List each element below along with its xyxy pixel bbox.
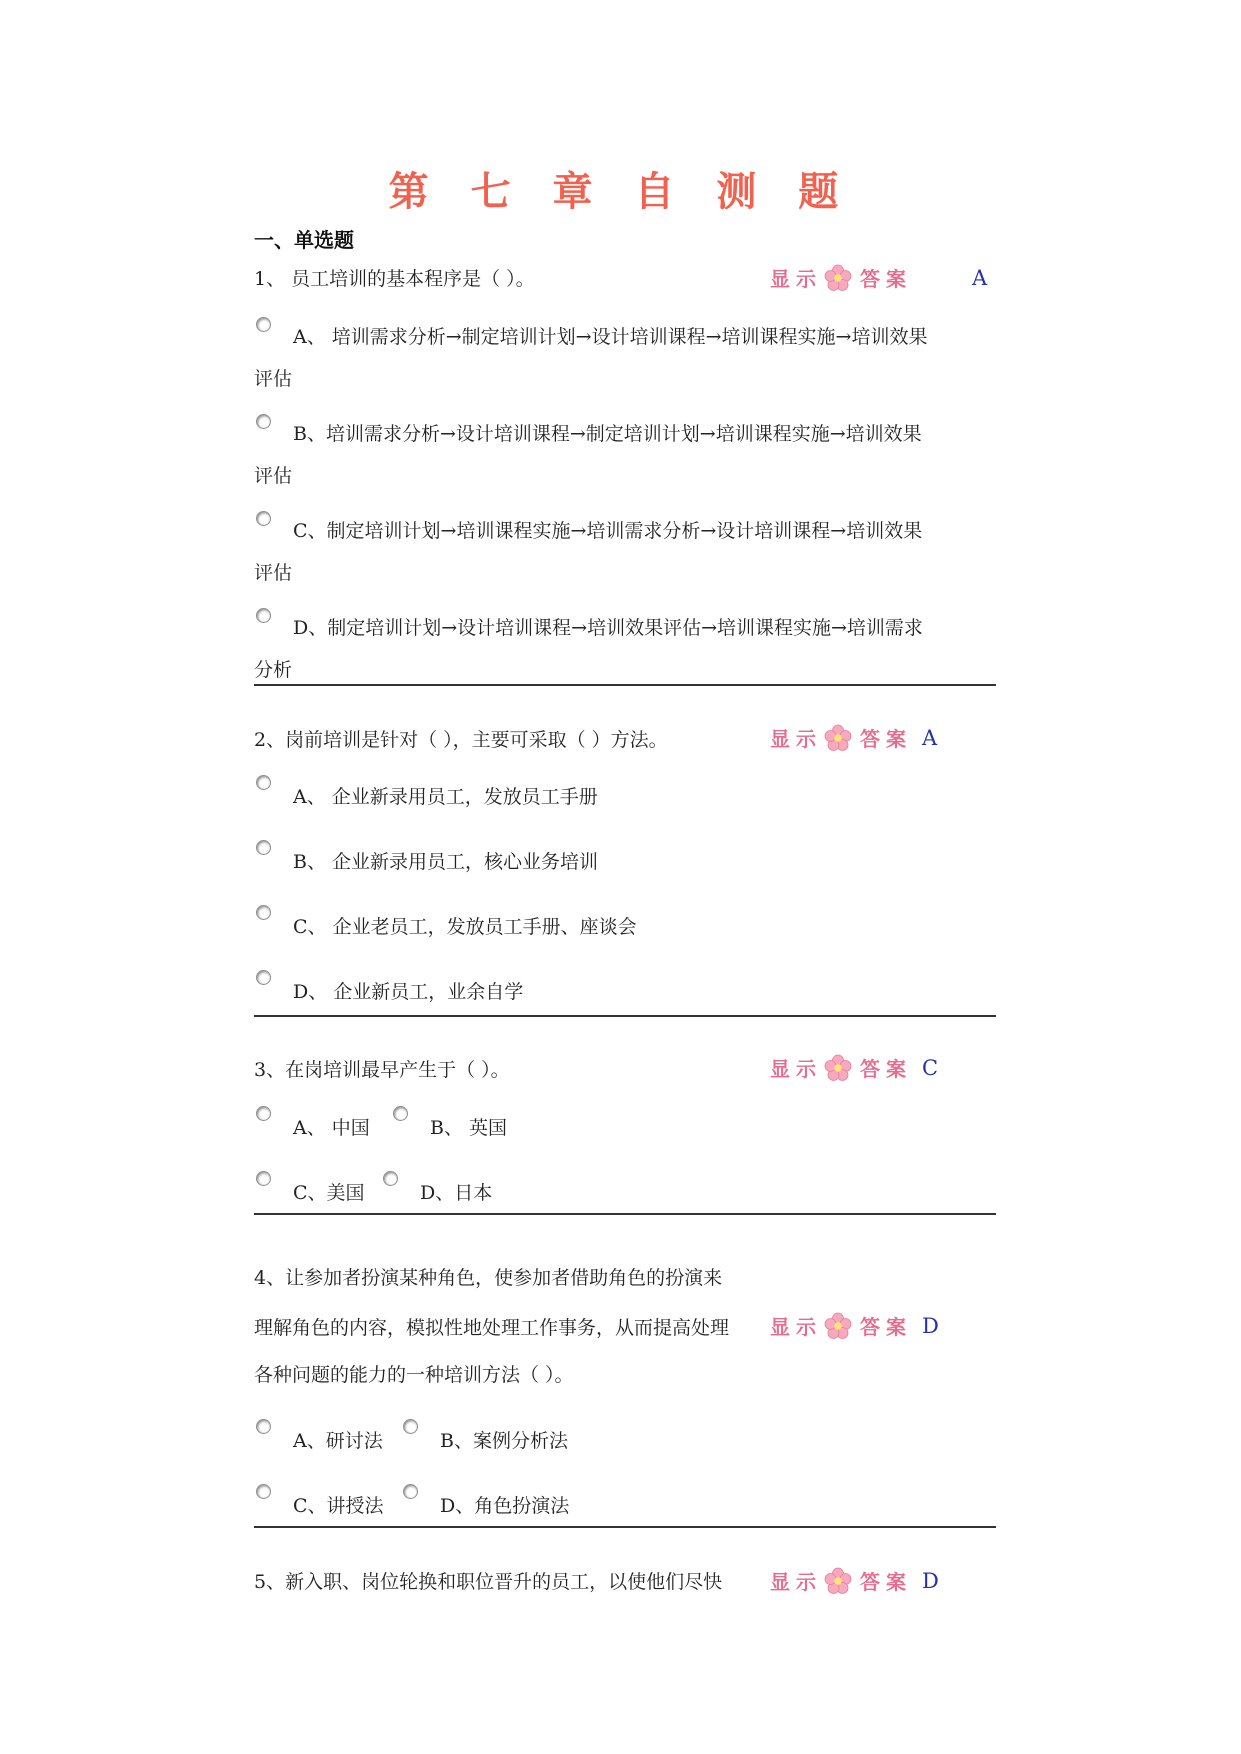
answer-label: 答案 [860, 267, 912, 291]
option-1b-text-cont: 评估 [254, 465, 293, 487]
option-radio-3d[interactable] [383, 1171, 398, 1186]
option-4d-text: D、角色扮演法 [440, 1495, 570, 1517]
option-3d-text: D、日本 [420, 1182, 493, 1204]
option-2b-text: B、 企业新录用员工，核心业务培训 [293, 851, 599, 873]
divider [254, 684, 996, 686]
option-radio-1d[interactable] [256, 608, 271, 623]
show-answer-button-3[interactable] [770, 1053, 912, 1082]
question-4-stem-line-2: 理解角色的内容，模拟性地处理工作事务，从而提高处理 [254, 1317, 730, 1339]
flower-icon [824, 1567, 852, 1595]
option-1c-text: C、制定培训计划→培训课程实施→培训需求分析→设计培训课程→培训效果 [293, 520, 923, 542]
answer-value-5: D [922, 1569, 939, 1593]
question-1-stem: 1、 员工培训的基本程序是（ ）。 [254, 268, 535, 290]
option-2c-text: C、 企业老员工，发放员工手册、座谈会 [293, 916, 637, 938]
option-3c-text: C、美国 [293, 1182, 365, 1204]
option-3b-text: B、 英国 [430, 1117, 508, 1139]
show-label: 显示 [770, 1570, 822, 1594]
question-3-stem: 3、在岗培训最早产生于（ ）。 [254, 1059, 510, 1081]
question-5-stem: 5、新入职、岗位轮换和职位晋升的员工，以使他们尽快 [254, 1571, 723, 1593]
option-4b-text: B、案例分析法 [440, 1430, 568, 1452]
show-label: 显示 [770, 1315, 822, 1339]
show-label: 显示 [770, 1057, 822, 1081]
show-answer-button-2[interactable] [770, 723, 912, 752]
divider [254, 1213, 996, 1215]
answer-value-2: A [922, 726, 938, 750]
option-2d-text: D、 企业新员工，业余自学 [293, 981, 524, 1003]
option-radio-1c[interactable] [256, 511, 271, 526]
show-answer-button-4[interactable] [770, 1311, 912, 1340]
option-radio-2c[interactable] [256, 905, 271, 920]
question-4-stem-line-3: 各种问题的能力的一种培训方法（ ）。 [254, 1364, 574, 1386]
flower-icon [824, 264, 852, 292]
option-radio-4c[interactable] [256, 1484, 271, 1499]
flower-icon [824, 1054, 852, 1082]
option-1d-text: D、制定培训计划→设计培训课程→培训效果评估→培训课程实施→培训需求 [293, 617, 923, 639]
divider [254, 1526, 996, 1528]
option-radio-4a[interactable] [256, 1419, 271, 1434]
flower-icon [824, 1312, 852, 1340]
option-4c-text: C、讲授法 [293, 1495, 384, 1517]
option-1b-text: B、培训需求分析→设计培训课程→制定培训计划→培训课程实施→培训效果 [293, 423, 922, 445]
option-radio-3b[interactable] [393, 1106, 408, 1121]
option-2a-text: A、 企业新录用员工，发放员工手册 [293, 786, 598, 808]
answer-label: 答案 [860, 1570, 912, 1594]
option-radio-1b[interactable] [256, 414, 271, 429]
answer-label: 答案 [860, 1057, 912, 1081]
divider [254, 1015, 996, 1017]
show-answer-button-5[interactable] [770, 1566, 912, 1595]
answer-value-3: C [922, 1056, 939, 1080]
question-4-stem-line-1: 4、让参加者扮演某种角色，使参加者借助角色的扮演来 [254, 1267, 723, 1289]
option-1c-text-cont: 评估 [254, 562, 293, 584]
option-4a-text: A、研讨法 [293, 1430, 383, 1452]
answer-label: 答案 [860, 1315, 912, 1339]
answer-value-4: D [922, 1314, 939, 1338]
show-answer-button-1[interactable] [770, 263, 912, 292]
show-label: 显示 [770, 267, 822, 291]
show-label: 显示 [770, 727, 822, 751]
option-1a-text-cont: 评估 [254, 368, 293, 390]
answer-value-1: A [972, 266, 988, 290]
option-radio-1a[interactable] [256, 317, 271, 332]
answer-label: 答案 [860, 727, 912, 751]
option-radio-3a[interactable] [256, 1106, 271, 1121]
option-1a-text: A、 培训需求分析→制定培训计划→设计培训课程→培训课程实施→培训效果 [293, 326, 928, 348]
option-radio-4b[interactable] [403, 1419, 418, 1434]
option-radio-2b[interactable] [256, 840, 271, 855]
option-radio-2a[interactable] [256, 775, 271, 790]
option-radio-3c[interactable] [256, 1171, 271, 1186]
page-title: 第 七 章 自 测 题 [388, 169, 853, 215]
option-radio-2d[interactable] [256, 970, 271, 985]
option-radio-4d[interactable] [403, 1484, 418, 1499]
flower-icon [824, 724, 852, 752]
question-2-stem: 2、岗前培训是针对（ ），主要可采取（ ）方法。 [254, 729, 668, 751]
section-heading: 一、单选题 [254, 228, 354, 252]
option-3a-text: A、 中国 [293, 1117, 370, 1139]
option-1d-text-cont: 分析 [254, 659, 293, 681]
